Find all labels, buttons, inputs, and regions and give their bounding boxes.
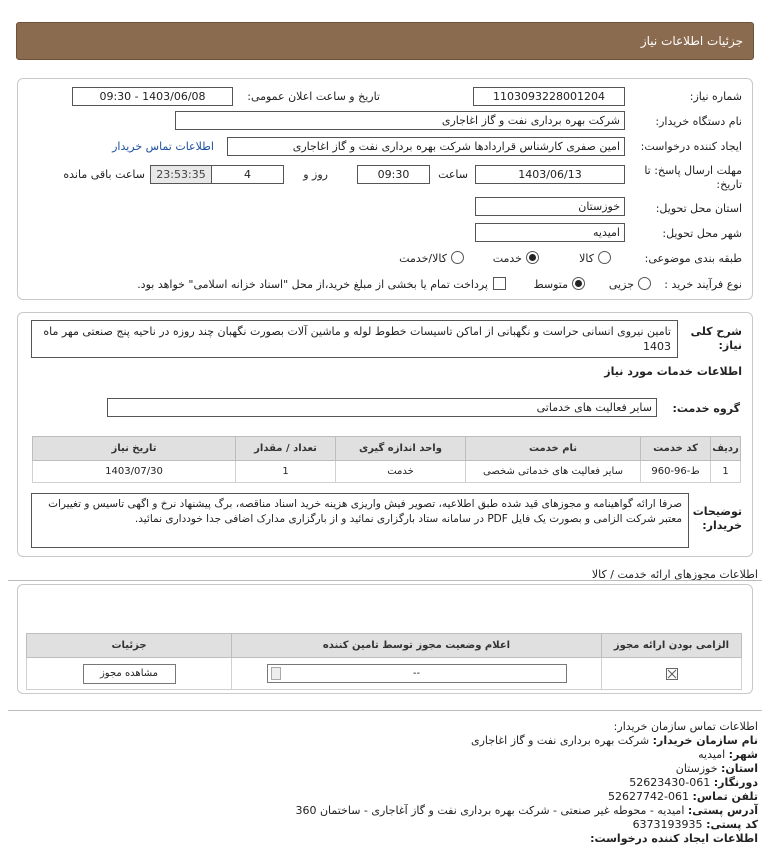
select-handle-icon (271, 667, 281, 680)
process-option-medium: متوسط (533, 278, 568, 291)
cell-permit-status (232, 658, 602, 690)
need-info-panel (17, 78, 753, 300)
days-remaining-field[interactable]: 4 (211, 165, 284, 184)
category-radio-goods[interactable] (598, 251, 611, 264)
contact-address: امیدیه - محوطه غیر صنعتی - شرکت بهره برداری نفت و گاز آغاجاری - ساختمان 360 (295, 804, 685, 817)
close-icon (666, 668, 678, 680)
category-option-service: خدمت (492, 252, 522, 265)
category-radio-service[interactable] (526, 251, 539, 264)
summary-text: تامین نیروی انسانی حراست و نگهبانی از اماکن تاسیسات خطوط لوله و ماشین آلات بصورت نگهبان چند روزه در ناحیه پنج صنعتی مهر ماه 1403 (31, 320, 678, 358)
category-label: طبقه بندی موضوعی: (644, 252, 742, 265)
cell-quantity: 1 (236, 461, 336, 483)
creator-label: ایجاد کننده درخواست: (640, 140, 742, 153)
buyer-notes-label: توضیحات (692, 505, 742, 518)
col-service-name: نام خدمت (466, 437, 641, 461)
creator-info-title: اطلاعات ایجاد کننده درخواست: (590, 832, 758, 845)
deadline-date-field[interactable]: 1403/06/13 (475, 165, 625, 184)
process-radio-minor[interactable] (638, 277, 651, 290)
permit-status-select[interactable] (267, 664, 567, 683)
contact-org-label: نام سازمان خریدار: (652, 734, 758, 747)
summary-label: شرح کلی (690, 325, 742, 338)
contact-postal: 6373193935 (632, 818, 703, 831)
contact-address-line (295, 804, 758, 818)
need-number-label: شماره نیاز: (689, 90, 742, 103)
cell-need-date: 1403/07/30 (33, 461, 236, 483)
summary-label-2: نیاز: (718, 339, 742, 352)
category-option-goods-service: کالا/خدمت (399, 252, 447, 265)
need-details-panel (17, 312, 753, 557)
contact-org-line (471, 734, 758, 748)
cell-permit-required (602, 658, 742, 690)
col-permit-details: جزئیات (27, 634, 232, 658)
category-radio-goods-service[interactable] (451, 251, 464, 264)
cell-service-name: سایر فعالیت های خدماتی شخصی (466, 461, 641, 483)
contact-phone: 061-52627742 (608, 790, 690, 803)
permits-table (26, 633, 742, 690)
category-option-goods: کالا (579, 252, 594, 265)
province-field[interactable]: خوزستان (475, 197, 625, 216)
remaining-time-label: ساعت باقی مانده (63, 168, 145, 181)
need-number-field[interactable]: 1103093228001204 (473, 87, 625, 106)
page-header (16, 22, 754, 60)
deadline-date-label: تاریخ: (716, 178, 742, 191)
deadline-label: مهلت ارسال پاسخ: تا (644, 164, 742, 177)
contact-phone-line (608, 790, 758, 804)
announce-date-field[interactable]: 1403/06/08 - 09:30 (72, 87, 233, 106)
province-label: استان محل تحویل: (655, 202, 742, 215)
view-permit-button[interactable]: مشاهده مجوز (83, 664, 176, 684)
creator-field[interactable]: امین صفری کارشناس قراردادها شرکت بهره برداری نفت و گاز اغاجاری (227, 137, 625, 156)
buyer-notes-label-2: خریدار: (702, 519, 742, 532)
contact-fax-line (629, 776, 758, 790)
service-group-field[interactable]: سایر فعالیت های خدماتی (107, 398, 657, 417)
cell-permit-details (27, 658, 232, 690)
col-unit: واحد اندازه گیری (336, 437, 466, 461)
contact-province-label: استان: (721, 762, 758, 775)
col-service-code: کد خدمت (641, 437, 711, 461)
process-radio-medium[interactable] (572, 277, 585, 290)
services-table (32, 436, 741, 483)
deadline-time-field[interactable]: 09:30 (357, 165, 430, 184)
process-option-minor: جزیی (608, 278, 634, 291)
contact-title: اطلاعات تماس سازمان خریدار: (613, 720, 758, 733)
page-title: جزئیات اطلاعات نیاز (640, 34, 743, 48)
buyer-org-label: نام دستگاه خریدار: (655, 115, 742, 128)
contact-org: شرکت بهره برداری نفت و گاز اغاجاری (470, 734, 650, 747)
col-permit-required: الزامی بودن ارائه مجوز (602, 634, 742, 658)
announce-date-label: تاریخ و ساعت اعلان عمومی: (247, 90, 380, 103)
table-row[interactable] (33, 461, 741, 483)
table-row (27, 658, 742, 690)
buyer-contact-link[interactable]: اطلاعات تماس خریدار (112, 140, 214, 153)
contact-city: امیدیه (698, 748, 726, 761)
contact-city-line (698, 748, 758, 762)
col-permit-status: اعلام وضعیت مجوز توسط تامین کننده (232, 634, 602, 658)
contact-fax: 061-52623430 (629, 776, 711, 789)
city-field[interactable]: امیدیه (475, 223, 625, 242)
permits-panel (17, 584, 753, 694)
deadline-time-label: ساعت (438, 168, 468, 181)
treasury-checkbox[interactable] (493, 277, 506, 290)
col-quantity: تعداد / مقدار (236, 437, 336, 461)
cell-row: 1 (711, 461, 741, 483)
contact-phone-label: تلفن تماس: (692, 790, 758, 803)
buyer-notes-text: صرفا ارائه گواهینامه و مجوزهای قید شده طبق اطلاعیه، تصویر فیش واریزی هزینه خرید اسناد مناقصه، برگ پیشنهاد نرخ و اگهی تاسیس و تغییرات معتبر شرکت الزامی و بصورت یک فایل PDF در سامانه ستاد بارگزاری نمائید و از بارگزاری مدارک اضافی جدا خودداری نمائید. (31, 493, 689, 548)
contact-postal-label: کد پستی: (706, 818, 758, 831)
cell-unit: خدمت (336, 461, 466, 483)
buyer-org-field[interactable]: شرکت بهره برداری نفت و گاز اغاجاری (175, 111, 625, 130)
days-label: روز و (303, 168, 328, 181)
contact-province: خوزستان (675, 762, 718, 775)
services-section-title: اطلاعات خدمات مورد نیاز (604, 365, 742, 378)
permits-title: اطلاعات مجوزهای ارائه خدمت / کالا (591, 568, 758, 581)
permit-status-value: -- (412, 668, 421, 679)
remaining-time-field: 23:53:35 (150, 165, 212, 184)
col-row: ردیف (711, 437, 741, 461)
treasury-note: پرداخت تمام یا بخشی از مبلغ خرید،از محل "اسناد خزانه اسلامی" خواهد بود. (137, 278, 488, 291)
cell-service-code: ط-96-960 (641, 461, 711, 483)
col-need-date: تاریخ نیاز (33, 437, 236, 461)
contact-province-line (676, 762, 758, 776)
contact-postal-line (633, 818, 758, 832)
service-group-label: گروه خدمت: (672, 402, 740, 415)
contact-divider (8, 710, 762, 711)
contact-address-label: آدرس پستی: (687, 804, 758, 817)
city-label: شهر محل تحویل: (662, 227, 742, 240)
contact-fax-label: دورنگار: (713, 776, 758, 789)
permits-divider (8, 580, 762, 581)
contact-city-label: شهر: (728, 748, 758, 761)
process-label: نوع فرآیند خرید : (664, 278, 742, 291)
